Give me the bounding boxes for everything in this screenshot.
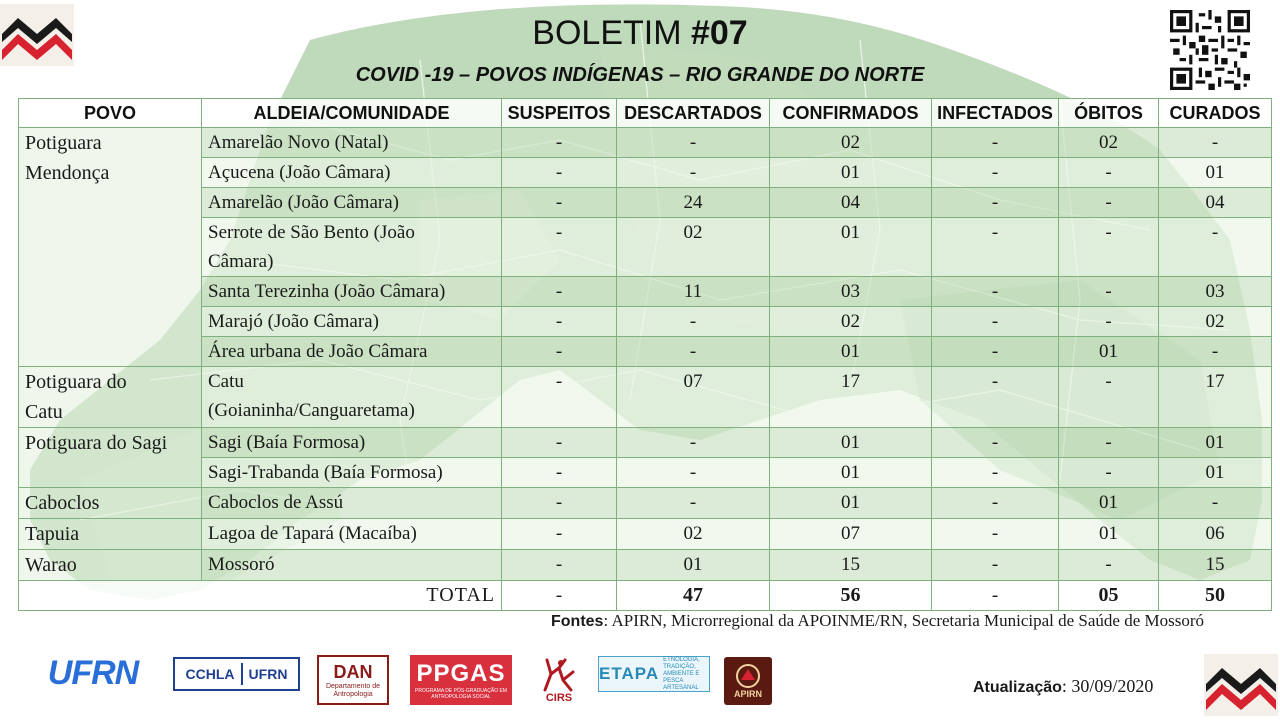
table-row <box>19 367 1272 428</box>
curados-cell: 04 <box>1159 188 1272 218</box>
povo-name-line2: Catu <box>25 401 63 423</box>
infectados-cell: - <box>932 307 1059 337</box>
header-curados: CURADOS <box>1159 99 1272 128</box>
descartados-cell: - <box>617 128 770 158</box>
suspeitos-cell: - <box>502 128 617 158</box>
etapa-logo-text: ETAPA <box>599 664 660 683</box>
apirn-logo-text: APIRN <box>733 689 762 699</box>
boletim-logo-bottom <box>1204 654 1278 716</box>
descartados-cell: 02 <box>617 218 770 277</box>
header-confirmados: CONFIRMADOS <box>770 99 932 128</box>
povo-cell <box>19 128 202 367</box>
aldeia-cell: Área urbana de João Câmara <box>202 337 502 367</box>
obitos-cell: - <box>1059 188 1159 218</box>
header-suspeitos: SUSPEITOS <box>502 99 617 128</box>
table-row <box>19 428 1272 458</box>
table-row <box>19 188 1272 218</box>
total-obitos: 05 <box>1059 581 1159 611</box>
aldeia-line1: Serrote de São Bento (João <box>208 222 415 243</box>
confirmados-cell: 01 <box>770 158 932 188</box>
header-obitos: ÓBITOS <box>1059 99 1159 128</box>
suspeitos-cell: - <box>502 458 617 488</box>
table-row <box>19 458 1272 488</box>
povo-cell: Warao <box>19 550 202 581</box>
aldeia-cell: Sagi (Baía Formosa) <box>202 428 502 458</box>
povo-name-line2: Mendonça <box>25 162 110 184</box>
table-row <box>19 550 1272 581</box>
bulletin-subtitle: COVID -19 – POVOS INDÍGENAS – RIO GRANDE DO NORTE <box>355 64 925 86</box>
descartados-cell: 24 <box>617 188 770 218</box>
table-row <box>19 519 1272 550</box>
confirmados-cell: 02 <box>770 128 932 158</box>
aldeia-cell: Lagoa de Tapará (Macaíba) <box>202 519 502 550</box>
total-infectados: - <box>932 581 1059 611</box>
infectados-cell: - <box>932 128 1059 158</box>
confirmados-cell: 01 <box>770 428 932 458</box>
aldeia-cell: Amarelão (João Câmara) <box>202 188 502 218</box>
infectados-cell: - <box>932 428 1059 458</box>
curados-cell: - <box>1159 337 1272 367</box>
obitos-cell: 01 <box>1059 337 1159 367</box>
obitos-cell: - <box>1059 158 1159 188</box>
total-descartados: 47 <box>617 581 770 611</box>
descartados-cell: 11 <box>617 277 770 307</box>
title-number: #07 <box>690 14 748 52</box>
obitos-cell: - <box>1059 277 1159 307</box>
infectados-cell: - <box>932 158 1059 188</box>
cchla-ufrn-text: UFRN <box>248 666 288 682</box>
table-row <box>19 128 1272 158</box>
curados-cell: - <box>1159 218 1272 277</box>
obitos-cell: 02 <box>1059 128 1159 158</box>
infectados-cell: - <box>932 277 1059 307</box>
header-povo: POVO <box>19 99 202 128</box>
cchla-text: CCHLA <box>185 666 235 682</box>
table-row <box>19 488 1272 519</box>
dan-logo-text: DAN <box>333 661 373 682</box>
aldeia-line2: (Goianinha/Canguaretama) <box>208 400 415 421</box>
aldeia-cell <box>202 367 502 428</box>
suspeitos-cell: - <box>502 488 617 519</box>
suspeitos-cell: - <box>502 428 617 458</box>
confirmados-cell: 01 <box>770 218 932 277</box>
curados-cell: 02 <box>1159 307 1272 337</box>
confirmados-cell: 01 <box>770 488 932 519</box>
curados-cell: - <box>1159 128 1272 158</box>
ufrn-logo-text: UFRN <box>47 653 139 692</box>
obitos-cell: - <box>1059 218 1159 277</box>
ppgas-logo-subtitle: PROGRAMA DE PÓS-GRADUAÇÃO EM ANTROPOLOGIA SOCIAL <box>415 688 507 700</box>
confirmados-cell: 03 <box>770 277 932 307</box>
descartados-cell: 02 <box>617 519 770 550</box>
suspeitos-cell: - <box>502 307 617 337</box>
table-row <box>19 307 1272 337</box>
apirn-emblem-icon <box>733 663 763 689</box>
table-header-row <box>19 99 1272 128</box>
total-label: TOTAL <box>19 581 502 611</box>
povo-cell: Tapuia <box>19 519 202 550</box>
confirmados-cell: 01 <box>770 458 932 488</box>
header-infectados: INFECTADOS <box>932 99 1059 128</box>
curados-cell: 06 <box>1159 519 1272 550</box>
update-value: : 30/09/2020 <box>1061 676 1154 696</box>
aldeia-cell <box>202 218 502 277</box>
total-confirmados: 56 <box>770 581 932 611</box>
title-prefix: BOLETIM <box>532 14 691 52</box>
obitos-cell: - <box>1059 458 1159 488</box>
suspeitos-cell: - <box>502 218 617 277</box>
suspeitos-cell: - <box>502 550 617 581</box>
suspeitos-cell: - <box>502 158 617 188</box>
update-label: Atualização <box>973 679 1062 696</box>
confirmados-cell: 02 <box>770 307 932 337</box>
header-aldeia: ALDEIA/COMUNIDADE <box>202 99 502 128</box>
aldeia-cell: Amarelão Novo (Natal) <box>202 128 502 158</box>
povo-name-line1: Potiguara do <box>25 371 127 393</box>
descartados-cell: 01 <box>617 550 770 581</box>
total-suspeitos: - <box>502 581 617 611</box>
aldeia-cell: Açucena (João Câmara) <box>202 158 502 188</box>
obitos-cell: 01 <box>1059 488 1159 519</box>
descartados-cell: - <box>617 458 770 488</box>
cirs-logo-text: CIRS <box>545 692 573 704</box>
cchla-divider <box>241 663 243 685</box>
cirs-figure-icon <box>541 658 577 692</box>
infectados-cell: - <box>932 458 1059 488</box>
confirmados-cell: 17 <box>770 367 932 428</box>
bulletin-title <box>0 14 1280 53</box>
descartados-cell: - <box>617 307 770 337</box>
cchla-logo <box>173 657 300 691</box>
curados-cell: 01 <box>1159 428 1272 458</box>
ppgas-logo <box>410 655 512 705</box>
curados-cell: 03 <box>1159 277 1272 307</box>
suspeitos-cell: - <box>502 188 617 218</box>
infectados-cell: - <box>932 519 1059 550</box>
aldeia-cell: Caboclos de Assú <box>202 488 502 519</box>
table-row <box>19 158 1272 188</box>
curados-cell: - <box>1159 488 1272 519</box>
obitos-cell: - <box>1059 550 1159 581</box>
aldeia-cell: Marajó (João Câmara) <box>202 307 502 337</box>
header-descartados: DESCARTADOS <box>617 99 770 128</box>
infectados-cell: - <box>932 188 1059 218</box>
obitos-cell: 01 <box>1059 519 1159 550</box>
confirmados-cell: 04 <box>770 188 932 218</box>
descartados-cell: - <box>617 428 770 458</box>
descartados-cell: 07 <box>617 367 770 428</box>
obitos-cell: - <box>1059 367 1159 428</box>
obitos-cell: - <box>1059 428 1159 458</box>
descartados-cell: - <box>617 337 770 367</box>
infectados-cell: - <box>932 488 1059 519</box>
table-row <box>19 218 1272 277</box>
povo-name-line1: Potiguara <box>25 132 102 154</box>
curados-cell: 15 <box>1159 550 1272 581</box>
covid-data-table <box>18 98 1272 611</box>
sources-note <box>551 611 1204 631</box>
infectados-cell: - <box>932 550 1059 581</box>
aldeia-line1: Catu <box>208 371 244 392</box>
aldeia-line2: Câmara) <box>208 251 274 272</box>
povo-cell: Potiguara do Sagi <box>19 428 202 488</box>
curados-cell: 01 <box>1159 158 1272 188</box>
infectados-cell: - <box>932 337 1059 367</box>
obitos-cell: - <box>1059 307 1159 337</box>
cirs-logo <box>530 655 588 707</box>
etapa-logo <box>598 656 710 692</box>
curados-cell: 17 <box>1159 367 1272 428</box>
descartados-cell: - <box>617 488 770 519</box>
suspeitos-cell: - <box>502 367 617 428</box>
sources-text: : APIRN, Microrregional da APOINME/RN, Secretaria Municipal de Saúde de Mossoró <box>603 611 1205 630</box>
povo-cell <box>19 367 202 428</box>
suspeitos-cell: - <box>502 277 617 307</box>
dan-logo <box>317 655 389 705</box>
ppgas-logo-text: PPGAS <box>416 660 506 687</box>
aldeia-cell: Santa Terezinha (João Câmara) <box>202 277 502 307</box>
sources-label: Fontes <box>551 613 604 630</box>
infectados-cell: - <box>932 218 1059 277</box>
suspeitos-cell: - <box>502 337 617 367</box>
descartados-cell: - <box>617 158 770 188</box>
ufrn-logo <box>32 652 154 694</box>
table-row <box>19 277 1272 307</box>
infectados-cell: - <box>932 367 1059 428</box>
apirn-logo <box>724 657 772 705</box>
confirmados-cell: 07 <box>770 519 932 550</box>
aldeia-cell: Sagi-Trabanda (Baía Formosa) <box>202 458 502 488</box>
confirmados-cell: 15 <box>770 550 932 581</box>
total-curados: 50 <box>1159 581 1272 611</box>
total-row <box>19 581 1272 611</box>
suspeitos-cell: - <box>502 519 617 550</box>
dan-logo-subtitle: Departamento de Antropologia <box>325 682 381 698</box>
povo-cell: Caboclos <box>19 488 202 519</box>
update-date <box>973 676 1153 697</box>
etapa-logo-subtitle: ETNOLOGIA, TRADIÇÃO, AMBIENTE E PESCA ARTESANAL <box>663 656 700 691</box>
curados-cell: 01 <box>1159 458 1272 488</box>
confirmados-cell: 01 <box>770 337 932 367</box>
table-row <box>19 337 1272 367</box>
aldeia-cell: Mossoró <box>202 550 502 581</box>
